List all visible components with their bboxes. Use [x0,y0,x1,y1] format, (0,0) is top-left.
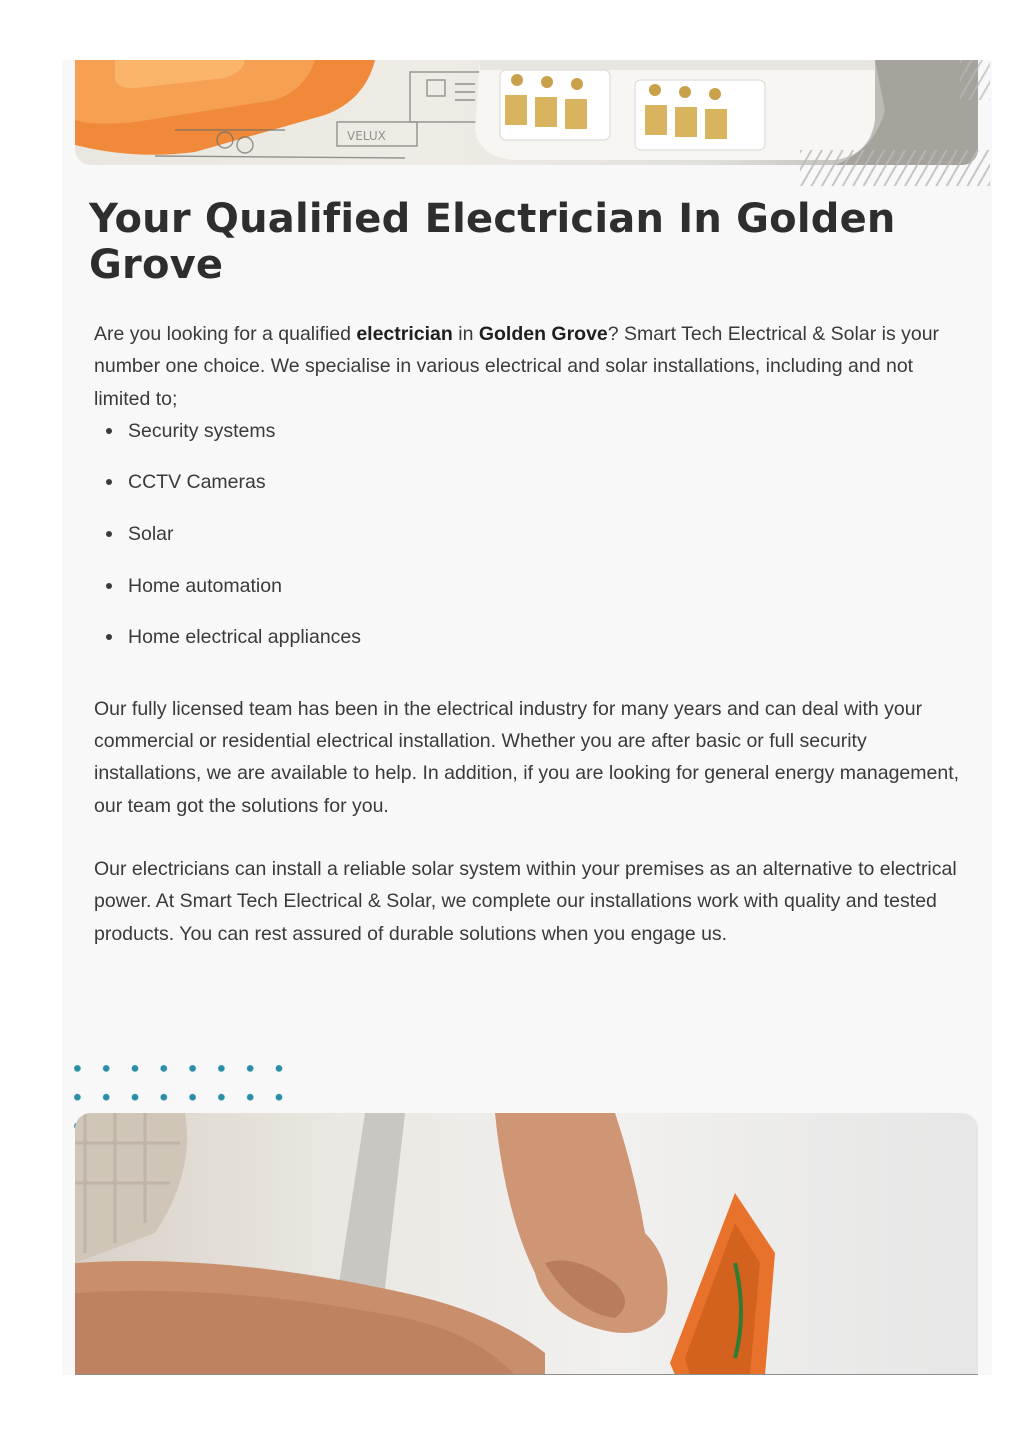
decorative-hatch-top [960,60,990,100]
article-body [94,318,964,950]
list-item: Home automation [128,570,964,622]
svg-text:VELUX: VELUX [347,129,386,143]
intro-text-3: ? Smart Tech Electrical & Solar is your number one choice. We specialise in various electrical and solar installations, including and not limited to; [94,323,940,410]
divider [75,1374,978,1375]
solar-paragraph: Our electricians can install a reliable solar system within your premises as an alternative to electrical power. At Smart Tech Electrical & Solar, we complete our installations work with quality and tested products. You can rest assured of durable solutions when you engage us. [94,858,957,945]
licensed-team-paragraph: Our fully licensed team has been in the electrical industry for many years and can deal with your commercial or residential electrical installation. Whether you are after basic or full security installations, we are available to help. In addition, if you are looking for general energy management, our team got the solutions for you. [94,697,960,817]
decorative-hatch [800,150,990,186]
keyword-electrician: electrician [356,323,453,345]
services-list [94,415,964,673]
list-item: Solar [128,518,964,570]
list-item: Home electrical appliances [128,621,964,673]
keyword-location: Golden Grove [478,323,608,345]
list-item: CCTV Cameras [128,466,964,518]
intro-text-1: Are you looking for a qualified [94,323,357,345]
bottom-image [75,1113,978,1375]
list-item: Security systems [128,415,964,467]
electrician-hands-photo-icon [75,1113,978,1375]
page-title: Your Qualified Electrician In Golden Grove [89,196,896,288]
intro-paragraph [94,318,964,415]
intro-text-2: in [452,323,479,345]
